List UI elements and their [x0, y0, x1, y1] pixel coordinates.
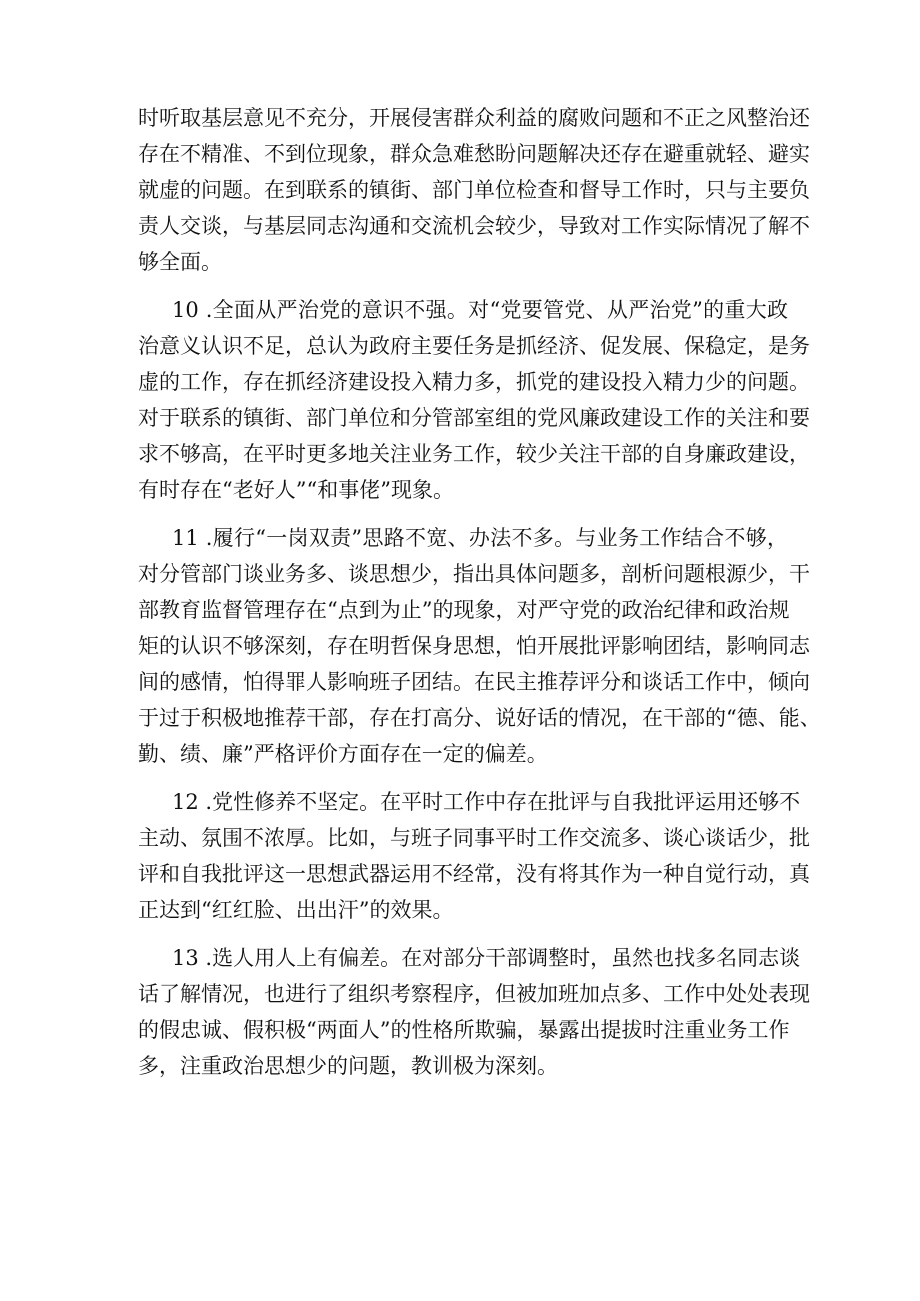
paragraph-gap	[138, 928, 788, 940]
text-line: 责人交谈，与基层同志沟通和交流机会较少，导致对工作实际情况了解不	[138, 214, 810, 238]
text-line: 13 .选人用人上有偏差。在对部分干部调整时，虽然也找多名同志谈	[172, 946, 801, 970]
text-line: 存在不精准、不到位现象，群众急难愁盼问题解决还存在避重就轻、避实	[138, 142, 810, 166]
text-line: 时听取基层意见不充分，开展侵害群众利益的腐败问题和不正之风整治还	[138, 106, 810, 130]
text-line: 矩的认识不够深刻，存在明哲保身思想，怕开展批评影响团结，影响同志	[138, 634, 810, 658]
text-line: 治意义认识不足，总认为政府主要任务是抓经济、促发展、保稳定，是务	[138, 334, 810, 358]
text-line: 就虚的问题。在到联系的镇街、部门单位检查和督导工作时，只与主要负	[138, 178, 810, 202]
text-line: 对分管部门谈业务多、谈思想少，指出具体问题多，剖析问题根源少，干	[138, 562, 810, 586]
paragraph-item-12	[138, 784, 810, 928]
paragraph-gap	[138, 280, 788, 292]
paragraph-continuation	[138, 100, 810, 280]
text-line: 主动、氛围不浓厚。比如，与班子同事平时工作交流多、谈心谈话少，批	[138, 826, 810, 850]
text-line: 的假忠诚、假积极“两面人”的性格所欺骗，暴露出提拔时注重业务工作	[138, 1018, 790, 1042]
text-line: 求不够高，在平时更多地关注业务工作，较少关注干部的自身廉政建设，	[138, 442, 810, 466]
text-line: 评和自我批评这一思想武器运用不经常，没有将其作为一种自觉行动，真	[138, 862, 810, 886]
text-line: 10 .全面从严治党的意识不强。对“党要管党、从严治党”的重大政	[172, 298, 788, 322]
text-line: 够全面。	[138, 250, 222, 274]
text-line: 勤、绩、廉”严格评价方面存在一定的偏差。	[138, 742, 548, 766]
text-line: 有时存在“老好人”“和事佬”现象。	[138, 478, 454, 502]
document-body	[138, 100, 821, 1084]
paragraph-gap	[138, 772, 788, 784]
paragraph-item-13	[138, 940, 810, 1084]
paragraph-item-10	[138, 292, 810, 508]
text-line: 11 .履行“一岗双责”思路不宽、办法不多。与业务工作结合不够，	[172, 526, 788, 550]
paragraph-item-11	[138, 520, 821, 772]
text-line: 虚的工作，存在抓经济建设投入精力多，抓党的建设投入精力少的问题。	[138, 370, 810, 394]
text-line: 部教育监督管理存在“点到为止”的现象，对严守党的政治纪律和政治规	[138, 598, 790, 622]
text-line: 于过于积极地推荐干部，存在打高分、说好话的情况，在干部的“德、能、	[138, 706, 821, 730]
paragraph-gap	[138, 508, 788, 520]
text-line: 话了解情况，也进行了组织考察程序，但被加班加点多、工作中处处表现	[138, 982, 810, 1006]
text-line: 12 .党性修养不坚定。在平时工作中存在批评与自我批评运用还够不	[172, 790, 801, 814]
text-line: 多，注重政治思想少的问题，教训极为深刻。	[138, 1054, 558, 1078]
text-line: 对于联系的镇街、部门单位和分管部室组的党风廉政建设工作的关注和要	[138, 406, 810, 430]
text-line: 正达到“红红脸、出出汗”的效果。	[138, 898, 454, 922]
text-line: 间的感情，怕得罪人影响班子团结。在民主推荐评分和谈话工作中，倾向	[138, 670, 810, 694]
